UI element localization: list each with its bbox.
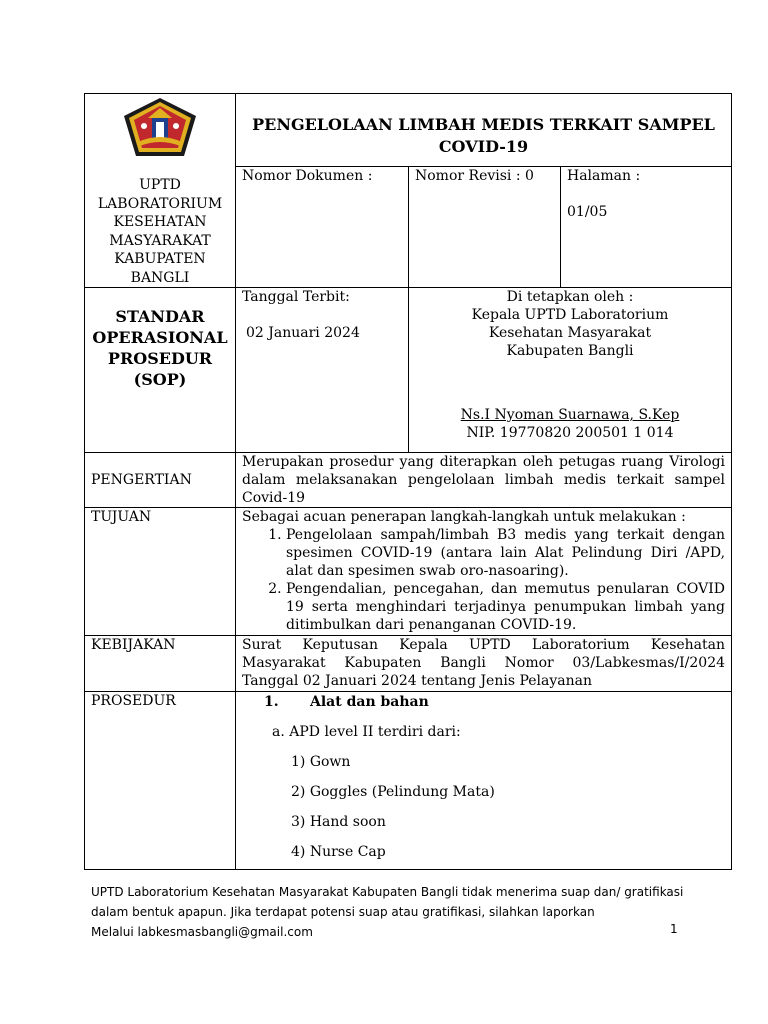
bangli-emblem-icon — [89, 94, 231, 166]
signer-nip: NIP. 19770820 200501 1 014 — [466, 425, 674, 441]
prosedur-item: 4) Nurse Cap — [291, 844, 386, 860]
tujuan-item: 2. Pengendalian, pencegahan, dan memutus penularan COVID 19 serta menghindari terjadinya penumpukan limbah yang ditimbulkan dari penanganan COVID-19. — [286, 580, 725, 634]
nomor-dokumen-label: Nomor Dokumen : — [242, 167, 373, 184]
nomor-revisi-cell — [409, 166, 561, 287]
sop-label-cell: STANDAR OPERASIONAL PROSEDUR (SOP) — [85, 288, 236, 453]
document-title: PENGELOLAAN LIMBAH MEDIS TERKAIT SAMPEL COVID-19 — [236, 94, 732, 167]
tujuan-item: 1. Pengelolaan sampah/limbah B3 medis yang terkait dengan spesimen COVID-19 (antara lain Alat Pelindung Diri /APD, alat dan spesimen swab oro-nasoaring). — [286, 526, 725, 580]
footer-line: Melalui labkesmasbangli@gmail.com — [91, 925, 313, 939]
signer-name: Ns.I Nyoman Suarnawa, S.Kep — [460, 407, 680, 423]
org-cell — [85, 94, 236, 288]
kebijakan-text: Surat Keputusan Kepala UPTD Laboratorium Kesehatan Masyarakat Kabupaten Bangli Nomor 03/Labkesmas/I/2024 Tanggal 02 Januari 2024 tentang Jenis Pelayanan — [236, 636, 732, 692]
prosedur-heading: 1. Alat dan bahan — [264, 694, 429, 710]
prosedur-item: 1) Gown — [291, 754, 351, 770]
prosedur-item: 2) Goggles (Pelindung Mata) — [291, 784, 495, 800]
kebijakan-label: KEBIJAKAN — [85, 636, 236, 692]
prosedur-item: 3) Hand soon — [291, 814, 386, 830]
tujuan-list — [242, 526, 725, 634]
footer-notice — [91, 882, 691, 942]
tanggal-terbit-label: Tanggal Terbit: — [242, 289, 350, 305]
sop-table — [84, 93, 732, 870]
ditetapkan-cell: Di tetapkan oleh : Kepala UPTD Laboratorium Kesehatan Masyarakat Kabupaten Bangli Ns.I Nyoman Suarnawa, S.Kep NIP. 19770820 200501 1 014 — [409, 288, 732, 453]
tanggal-terbit-cell — [236, 288, 409, 453]
halaman-value: 01/05 — [567, 203, 608, 220]
prosedur-sub-a: a. APD level II terdiri dari: — [272, 724, 461, 740]
pengertian-label: PENGERTIAN — [85, 453, 236, 508]
nomor-revisi-label: Nomor Revisi : 0 — [415, 167, 534, 184]
tujuan-label: TUJUAN — [85, 508, 236, 636]
org-name: UPTD LABORATORIUM KESEHATAN MASYARAKAT KABUPATEN BANGLI — [97, 177, 223, 286]
halaman-cell — [561, 166, 732, 287]
footer-line: UPTD Laboratorium Kesehatan Masyarakat Kabupaten Bangli tidak menerima suap dan/ gratifikasi — [91, 885, 684, 899]
tujuan-cell — [236, 508, 732, 636]
halaman-label: Halaman : — [567, 167, 641, 184]
prosedur-label: PROSEDUR — [85, 692, 236, 870]
footer-line: dalam bentuk apapun. Jika terdapat potensi suap atau gratifikasi, silahkan laporkan — [91, 905, 595, 919]
tanggal-terbit-value: 02 Januari 2024 — [246, 325, 360, 341]
pengertian-text: Merupakan prosedur yang diterapkan oleh petugas ruang Virologi dalam melaksanakan pengelolaan limbah medis terkait sampel Covid-19 — [236, 453, 732, 508]
tujuan-intro: Sebagai acuan penerapan langkah-langkah untuk melakukan : — [242, 509, 686, 525]
nomor-dokumen-cell — [236, 166, 409, 287]
prosedur-cell — [236, 692, 732, 870]
page-number: 1 — [670, 922, 678, 936]
